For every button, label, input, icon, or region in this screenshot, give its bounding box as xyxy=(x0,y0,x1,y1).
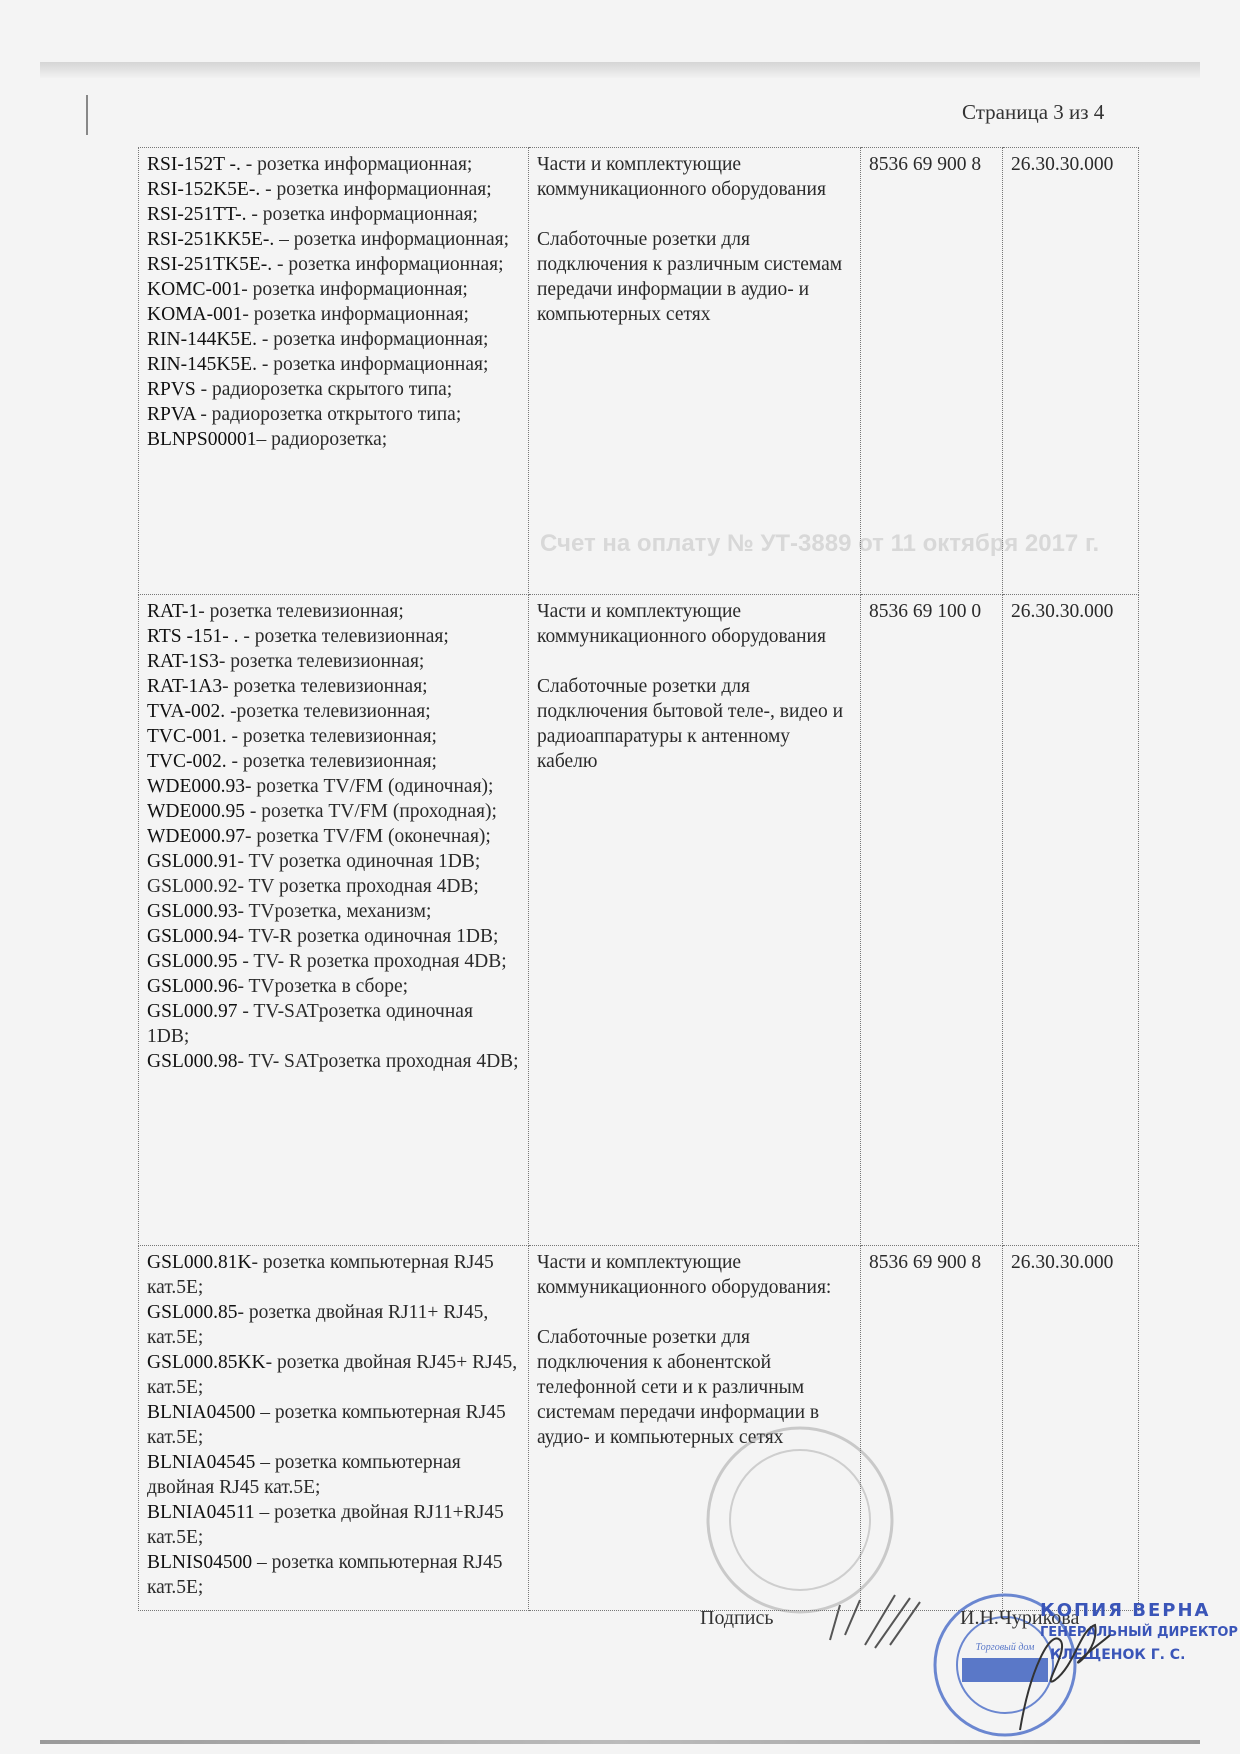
tnved-code-cell: 8536 69 100 0 xyxy=(861,595,1003,1246)
product-list-cell xyxy=(139,1246,529,1611)
scan-edge-top xyxy=(40,62,1200,78)
category-body: Слаботочные розетки для подключения к абонентской телефонной сети и к различным системам передачи информации в аудио- и компьютерных сетях xyxy=(537,1327,820,1448)
product-description: - розетка информационная; xyxy=(260,179,492,200)
product-description: -розетка телевизионная; xyxy=(225,701,431,722)
product-code: WDE000.97 xyxy=(147,826,246,847)
product-item xyxy=(147,1450,520,1500)
product-code: BLNIA04545 xyxy=(147,1452,256,1473)
product-code: RSI-152T -. xyxy=(147,154,241,175)
product-item xyxy=(147,227,520,252)
product-item xyxy=(147,277,520,302)
product-item xyxy=(147,327,520,352)
product-description: - розетка компьютерная RJ45 кат.5E; xyxy=(147,1252,494,1298)
category-description-cell xyxy=(529,148,861,595)
product-code: GSL000.94 xyxy=(147,926,238,947)
product-description: - розетка информационная; xyxy=(240,154,473,175)
product-item xyxy=(147,924,520,949)
product-code: RSI-152K5E-. xyxy=(147,179,261,200)
product-description: - розетка информационная; xyxy=(242,304,469,325)
product-code: RPVS xyxy=(147,379,196,400)
svg-text:Торговый дом: Торговый дом xyxy=(975,1642,1035,1653)
product-item xyxy=(147,1250,520,1300)
okpd-code-cell: 26.30.30.000 xyxy=(1003,1246,1139,1611)
product-description: - TV- R розетка проходная 4DB; xyxy=(237,951,507,972)
product-description: - TVрозетка в сборе; xyxy=(237,976,409,997)
product-item xyxy=(147,899,520,924)
tnved-code-cell: 8536 69 900 8 xyxy=(861,148,1003,595)
product-item xyxy=(147,1400,520,1450)
table-row xyxy=(139,148,1139,595)
product-description: – розетка двойная RJ11+RJ45 кат.5E; xyxy=(147,1502,504,1548)
product-item xyxy=(147,402,520,427)
product-code: RSI-251TK5E-. xyxy=(147,254,273,275)
category-title: Части и комплектующие коммуникационного оборудования: xyxy=(537,1252,832,1298)
product-item xyxy=(147,1049,520,1074)
product-description: – розетка компьютерная двойная RJ45 кат.5E; xyxy=(147,1452,461,1498)
product-description: - TV-R розетка одиночная 1DB; xyxy=(237,926,499,947)
product-item xyxy=(147,824,520,849)
spacer xyxy=(537,1300,852,1325)
product-code: GSL000.97 xyxy=(147,1001,238,1022)
product-description: - TVрозетка, механизм; xyxy=(237,901,432,922)
table-row xyxy=(139,1246,1139,1611)
product-item xyxy=(147,302,520,327)
signature-label: Подпись xyxy=(700,1607,774,1629)
product-item xyxy=(147,674,520,699)
product-code: BLNIA04500 xyxy=(147,1402,256,1423)
product-item xyxy=(147,1350,520,1400)
product-description: - радиорозетка открытого типа; xyxy=(195,404,462,425)
product-description: - розетка TV/FM (проходная); xyxy=(245,801,497,822)
product-code: RAT-1 xyxy=(147,601,199,622)
product-item xyxy=(147,999,520,1049)
product-description: – розетка компьютерная RJ45 кат.5E; xyxy=(147,1552,503,1598)
stamp-copy-line2: ГЕНЕРАЛЬНЫЙ ДИРЕКТОР xyxy=(1040,1625,1238,1640)
product-code: WDE000.93 xyxy=(147,776,246,797)
table-row xyxy=(139,595,1139,1246)
product-code: GSL000.96 xyxy=(147,976,238,997)
product-code: RAT-1A3 xyxy=(147,676,223,697)
product-description: - розетка телевизионная; xyxy=(198,601,404,622)
product-code: GSL000.98 xyxy=(147,1051,238,1072)
product-list-cell xyxy=(139,148,529,595)
bleed-through-invoice-title: Счет на оплату № УТ-3889 от 11 октября 2017 г. xyxy=(540,530,1100,557)
product-item xyxy=(147,624,520,649)
product-description: – розетка информационная; xyxy=(274,229,509,250)
tnved-code-cell: 8536 69 900 8 xyxy=(861,1246,1003,1611)
product-code: WDE000.95 xyxy=(147,801,246,822)
product-description: - радиорозетка скрытого типа; xyxy=(195,379,453,400)
product-description: - розетка телевизионная; xyxy=(238,626,449,647)
product-code: GSL000.93 xyxy=(147,901,238,922)
product-code: KOMC-001 xyxy=(147,279,242,300)
product-item xyxy=(147,599,520,624)
product-item xyxy=(147,774,520,799)
product-code: RPVA xyxy=(147,404,196,425)
category-title: Части и комплектующие коммуникационного оборудования xyxy=(537,601,826,647)
product-item xyxy=(147,799,520,824)
product-code: RSI-251KK5E-. xyxy=(147,229,275,250)
category-description-cell xyxy=(529,595,861,1246)
product-description: - TV-SATрозетка одиночная 1DB; xyxy=(147,1001,473,1047)
product-item xyxy=(147,649,520,674)
signer-name: И.Н.Чурикова xyxy=(960,1607,1080,1629)
product-description: - розетка TV/FM (оконечная); xyxy=(245,826,491,847)
director-signature xyxy=(1000,1610,1120,1740)
product-item xyxy=(147,1300,520,1350)
product-description: - розетка телевизионная; xyxy=(218,651,425,672)
category-body: Слаботочные розетки для подключения бытовой теле-, видео и радиоаппаратуры к антенному кабелю xyxy=(537,676,844,772)
product-item xyxy=(147,377,520,402)
product-item xyxy=(147,352,520,377)
product-item xyxy=(147,974,520,999)
product-item xyxy=(147,949,520,974)
product-description: - розетка информационная; xyxy=(256,329,489,350)
product-item xyxy=(147,427,520,452)
product-item xyxy=(147,152,520,177)
product-item xyxy=(147,1550,520,1600)
category-body: Слаботочные розетки для подключения к различным системам передачи информации в аудио- и компьютерных сетях xyxy=(537,229,843,325)
product-description: - розетка информационная; xyxy=(241,279,468,300)
product-code: GSL000.85 xyxy=(147,1302,238,1323)
okpd-code-cell: 26.30.30.000 xyxy=(1003,148,1139,595)
product-item xyxy=(147,177,520,202)
product-description: - розетка информационная; xyxy=(272,254,504,275)
product-code: GSL000.91 xyxy=(147,851,238,872)
product-code: BLNIS04500 xyxy=(147,1552,253,1573)
product-description: - розетка телевизионная; xyxy=(226,751,437,772)
product-code: TVC-002. xyxy=(147,751,227,772)
product-code: RTS -151- . xyxy=(147,626,239,647)
scan-edge-bottom xyxy=(40,1740,1200,1744)
product-description: - розетка TV/FM (одиночная); xyxy=(245,776,494,797)
product-description: – радиорозетка; xyxy=(256,429,388,450)
product-code: KOMA-001 xyxy=(147,304,243,325)
product-code: TVA-002. xyxy=(147,701,226,722)
product-description: - розетка двойная RJ11+ RJ45, кат.5E; xyxy=(147,1302,489,1348)
okpd-code-cell: 26.30.30.000 xyxy=(1003,595,1139,1246)
product-code: BLNPS00001 xyxy=(147,429,257,450)
certificate-products-table xyxy=(138,147,1139,1611)
product-item xyxy=(147,252,520,277)
product-item xyxy=(147,1500,520,1550)
product-item xyxy=(147,202,520,227)
page-number: Страница 3 из 4 xyxy=(962,100,1105,124)
product-description: - розетка двойная RJ45+ RJ45, кат.5E; xyxy=(147,1352,518,1398)
product-code: GSL000.81K xyxy=(147,1252,252,1273)
product-code: RIN-144K5E. xyxy=(147,329,257,350)
product-description: - TV- SATрозетка проходная 4DB; xyxy=(237,1051,519,1072)
category-title: Части и комплектующие коммуникационного оборудования xyxy=(537,154,826,200)
stamp-copy-line3: КЛЕЩЕНОК Г. С. xyxy=(1050,1647,1186,1663)
product-description: - розетка информационная; xyxy=(256,354,489,375)
product-code: GSL000.85KK xyxy=(147,1352,266,1373)
stamp-copy-line1: КОПИЯ ВЕРНА xyxy=(1040,1600,1211,1621)
product-item xyxy=(147,699,520,724)
product-description: - розетка телевизионная; xyxy=(226,726,437,747)
product-code: RAT-1S3 xyxy=(147,651,219,672)
product-list-cell xyxy=(139,595,529,1246)
product-code: RIN-145K5E. xyxy=(147,354,257,375)
product-code: BLNIA04511 xyxy=(147,1502,255,1523)
product-description: - розетка телевизионная; xyxy=(222,676,428,697)
product-code: TVC-001. xyxy=(147,726,227,747)
product-code: GSL000.95 xyxy=(147,951,238,972)
spacer xyxy=(537,649,852,674)
product-item xyxy=(147,749,520,774)
scan-edge-left xyxy=(86,95,88,135)
product-description: – розетка компьютерная RJ45 кат.5E; xyxy=(147,1402,506,1448)
product-item xyxy=(147,724,520,749)
product-item xyxy=(147,849,520,899)
spacer xyxy=(537,202,852,227)
product-description: - TV розетка одиночная 1DB; GSL000.92- TV розетка проходная 4DB; xyxy=(147,851,481,897)
product-description: - розетка информационная; xyxy=(246,204,478,225)
product-code: RSI-251TT-. xyxy=(147,204,247,225)
